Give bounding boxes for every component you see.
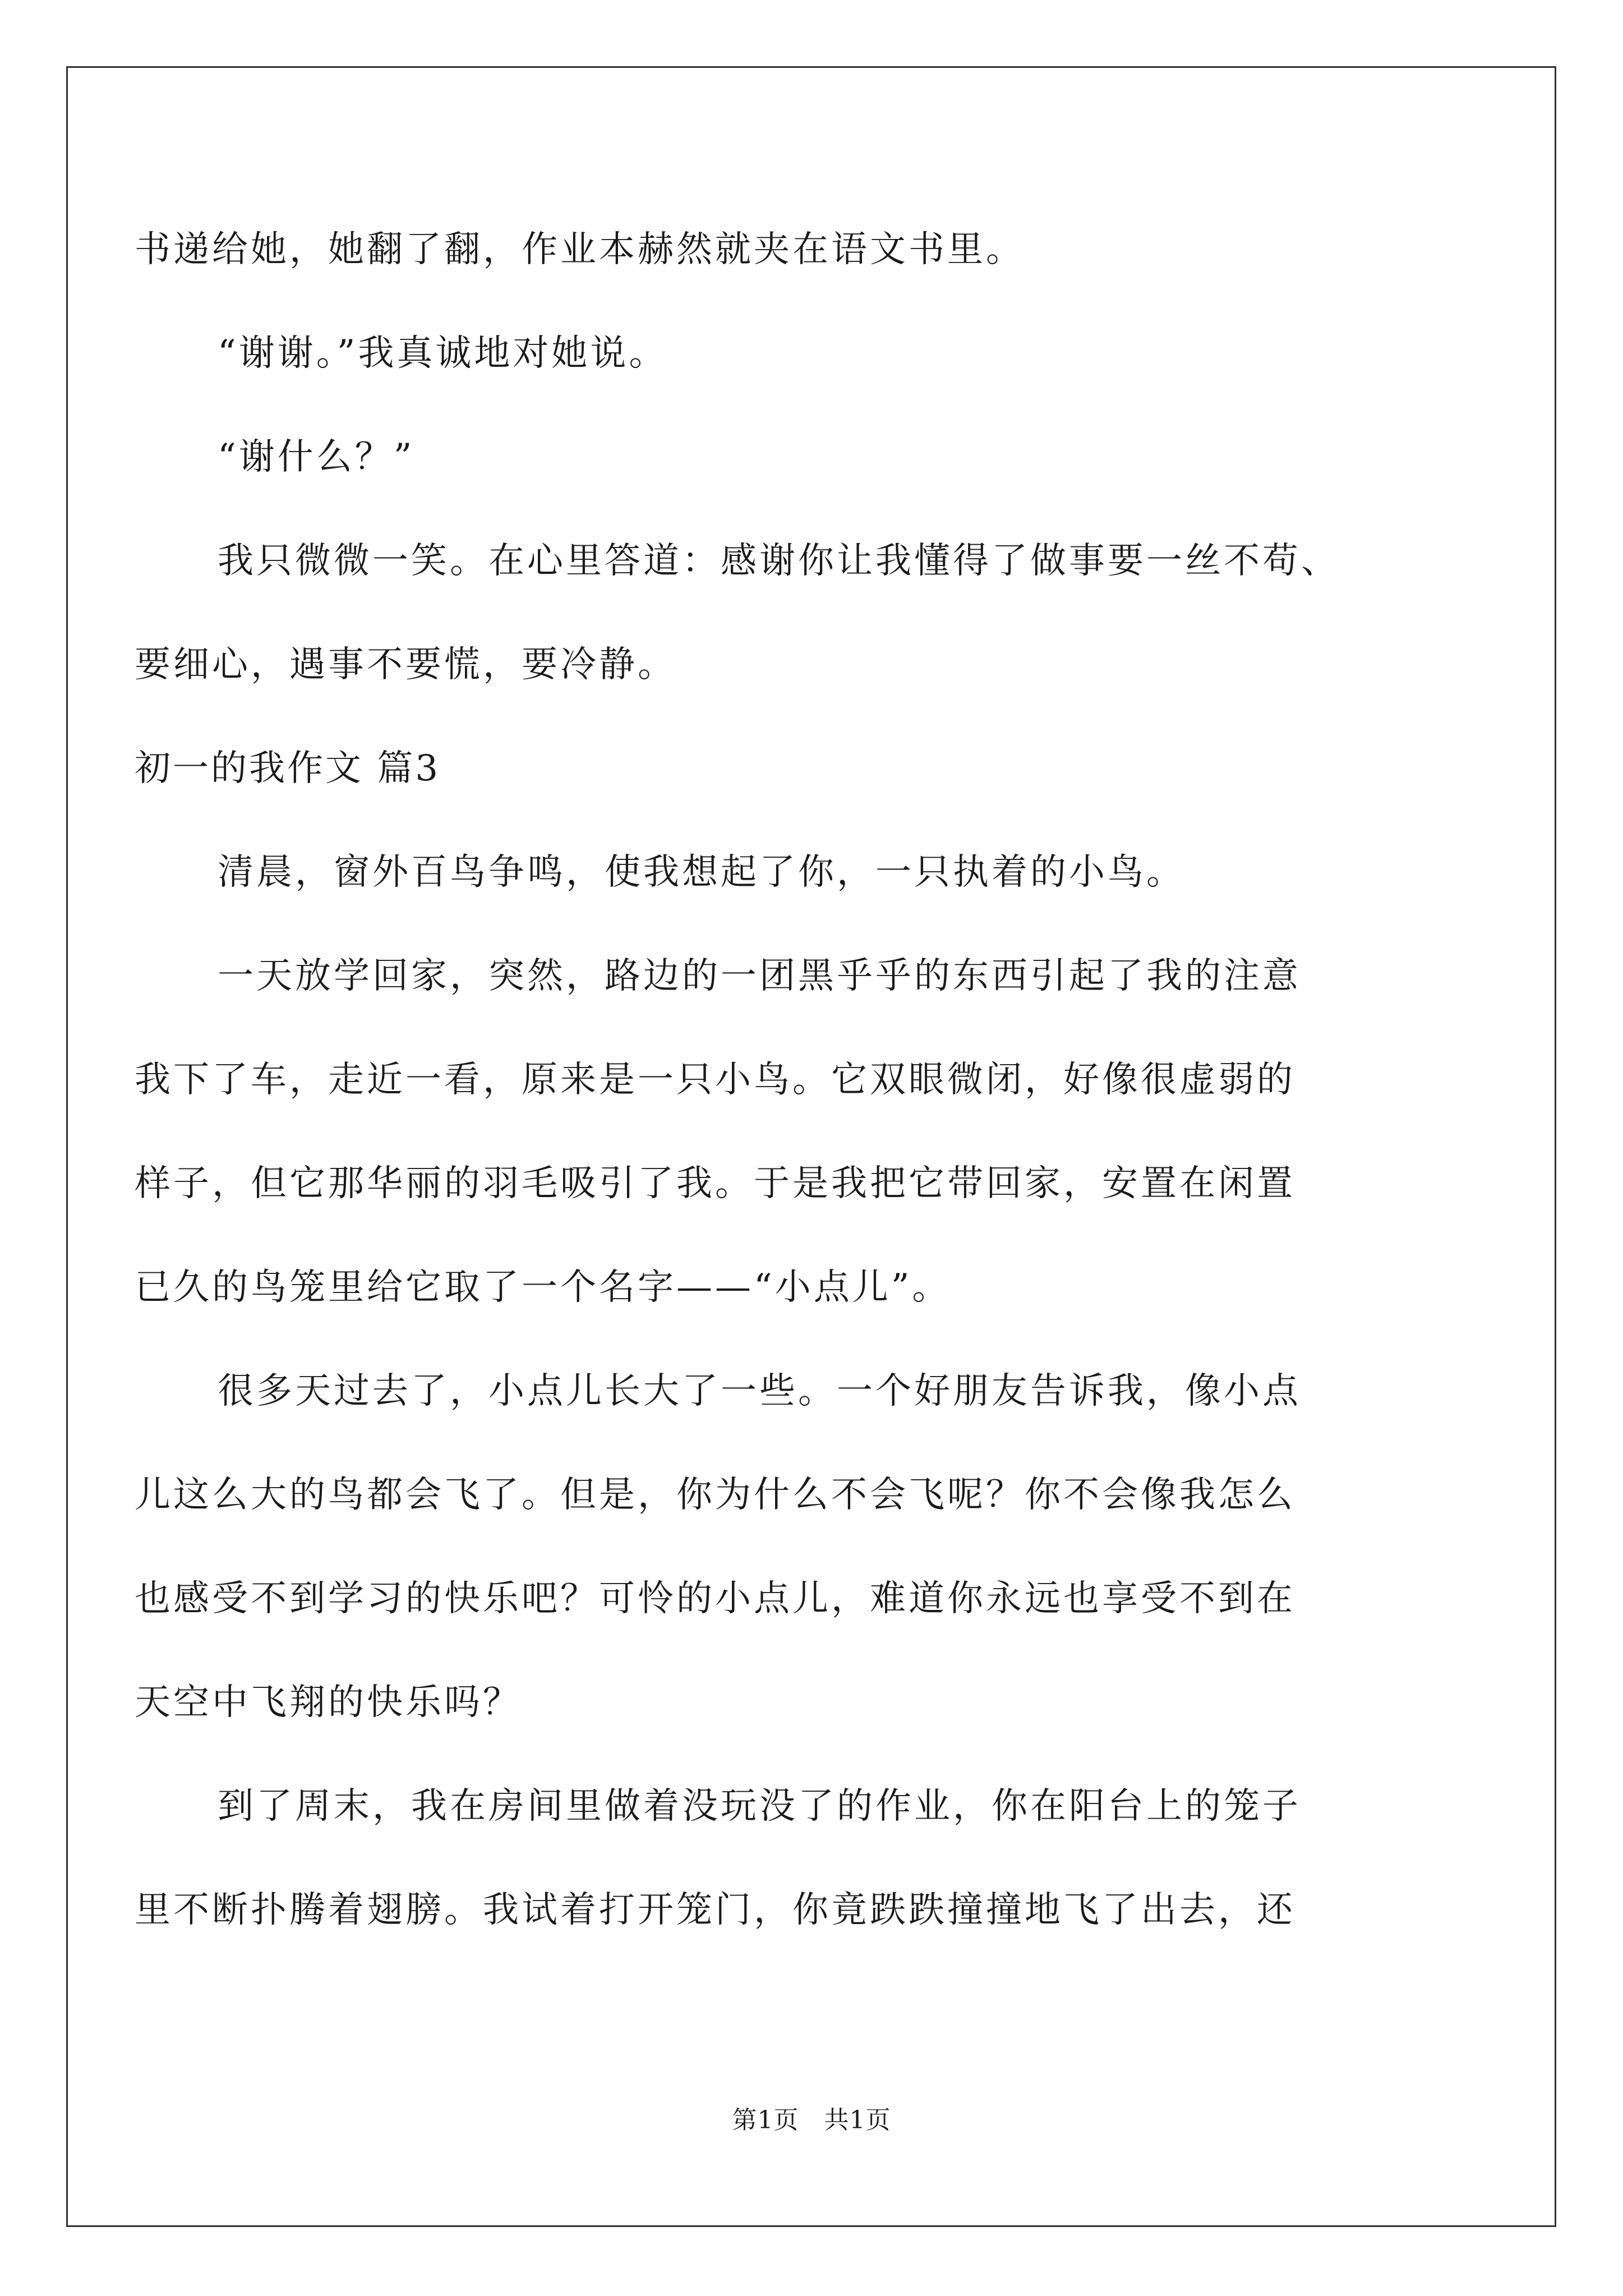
text-line: 儿这么大的鸟都会飞了。但是，你为什么不会飞呢？你不会像我怎么 xyxy=(135,1474,1295,1516)
text-line: 里不断扑腾着翅膀。我试着打开笼门，你竟跌跌撞撞地飞了出去，还 xyxy=(135,1889,1295,1931)
text-line: 书递给她，她翻了翻，作业本赫然就夹在语文书里。 xyxy=(135,229,1025,270)
text-line: 已久的鸟笼里给它取了一个名字——“小点儿”。 xyxy=(135,1267,951,1308)
text-line: 一天放学回家，突然，路边的一团黑乎乎的东西引起了我的注意 xyxy=(218,955,1301,997)
text-line: 要细心，遇事不要慌，要冷静。 xyxy=(135,644,676,685)
text-line: 也感受不到学习的快乐吧？可怜的小点儿，难道你永远也享受不到在 xyxy=(135,1578,1295,1619)
text-line: “谢什么？” xyxy=(218,436,415,478)
text-line: “谢谢。”我真诚地对她说。 xyxy=(218,333,668,374)
text-line: 天空中飞翔的快乐吗？ xyxy=(135,1682,522,1723)
text-line: 样子，但它那华丽的羽毛吸引了我。于是我把它带回家，安置在闲置 xyxy=(135,1163,1295,1204)
text-line: 我下了车，走近一看，原来是一只小鸟。它双眼微闭，好像很虚弱的 xyxy=(135,1059,1295,1101)
text-line: 很多天过去了，小点儿长大了一些。一个好朋友告诉我，像小点 xyxy=(218,1370,1301,1412)
text-line: 清晨，窗外百鸟争鸣，使我想起了你，一只执着的小鸟。 xyxy=(218,852,1185,893)
text-line: 到了周末，我在房间里做着没玩没了的作业，你在阳台上的笼子 xyxy=(218,1786,1301,1827)
text-line: 我只微微一笑。在心里答道：感谢你让我懂得了做事要一丝不苟、 xyxy=(218,540,1340,582)
page-number-footer: 第1页 共1页 xyxy=(732,2106,891,2134)
section-heading: 初一的我作文 篇3 xyxy=(135,748,441,789)
